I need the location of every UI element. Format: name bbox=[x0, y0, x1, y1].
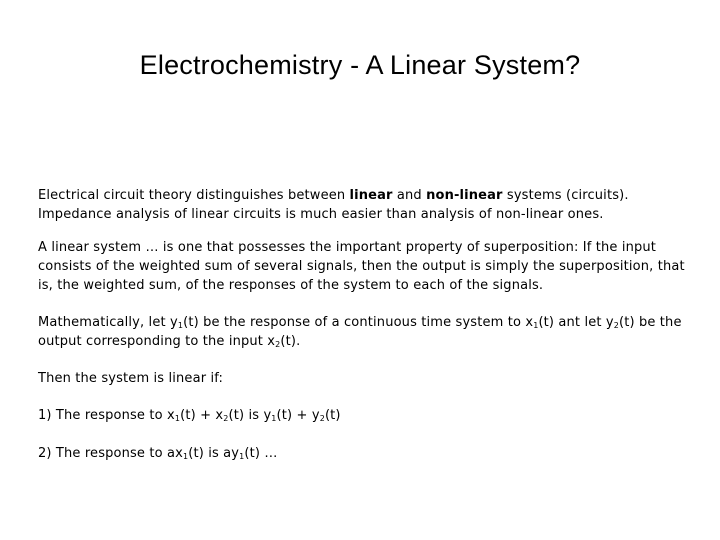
bold-linear: linear bbox=[349, 188, 393, 203]
subscript: 2 bbox=[319, 414, 325, 423]
paragraph-linear-if: Then the system is linear if: bbox=[38, 371, 224, 386]
condition-additivity bbox=[38, 406, 698, 425]
paragraph-mathematical-definition bbox=[38, 313, 698, 351]
text: (t) is y bbox=[228, 408, 272, 423]
subscript: 2 bbox=[275, 340, 281, 349]
subscript: 1 bbox=[239, 452, 245, 461]
text: (t) be the output corresponding to the input x bbox=[38, 315, 682, 349]
slide-body bbox=[38, 186, 698, 463]
subscript: 1 bbox=[177, 321, 184, 330]
text: (t) bbox=[324, 408, 341, 423]
condition-homogeneity bbox=[38, 444, 698, 463]
text: (t) + y bbox=[276, 408, 320, 423]
text: Electrical circuit theory distinguishes between bbox=[38, 188, 350, 203]
text: (t) ant let y bbox=[538, 315, 614, 330]
slide-title: Electrochemistry - A Linear System? bbox=[139, 50, 581, 80]
subscript: 1 bbox=[174, 414, 181, 423]
paragraph-superposition: A linear system … is one that possesses the important property of superposition: If the input consists of the weighted sum of several signals, then the output is simply the superposition, that is, the weighted sum, of the responses of the system to each of the signals. bbox=[38, 240, 685, 293]
text: (t) be the response of a continuous time system to x bbox=[183, 315, 534, 330]
subscript: 1 bbox=[271, 414, 277, 423]
paragraph-linear-vs-nonlinear bbox=[38, 186, 698, 224]
subscript: 2 bbox=[613, 321, 619, 330]
text: (t). bbox=[280, 334, 301, 349]
text: (t) … bbox=[244, 446, 278, 461]
subscript: 1 bbox=[533, 321, 539, 330]
text: and bbox=[392, 188, 427, 203]
text: 1) The response to x bbox=[38, 408, 175, 423]
text: Impedance analysis of linear circuits is much easier than analysis of non-linear ones. bbox=[38, 207, 604, 222]
subscript: 2 bbox=[223, 414, 229, 423]
text: (t) + x bbox=[180, 408, 224, 423]
text: 2) The response to ax bbox=[38, 446, 183, 461]
bold-non-linear: non-linear bbox=[426, 188, 503, 203]
text: Mathematically, let y bbox=[38, 315, 178, 330]
text: (t) is ay bbox=[188, 446, 240, 461]
text: systems (circuits). bbox=[502, 188, 629, 203]
subscript: 1 bbox=[182, 452, 189, 461]
